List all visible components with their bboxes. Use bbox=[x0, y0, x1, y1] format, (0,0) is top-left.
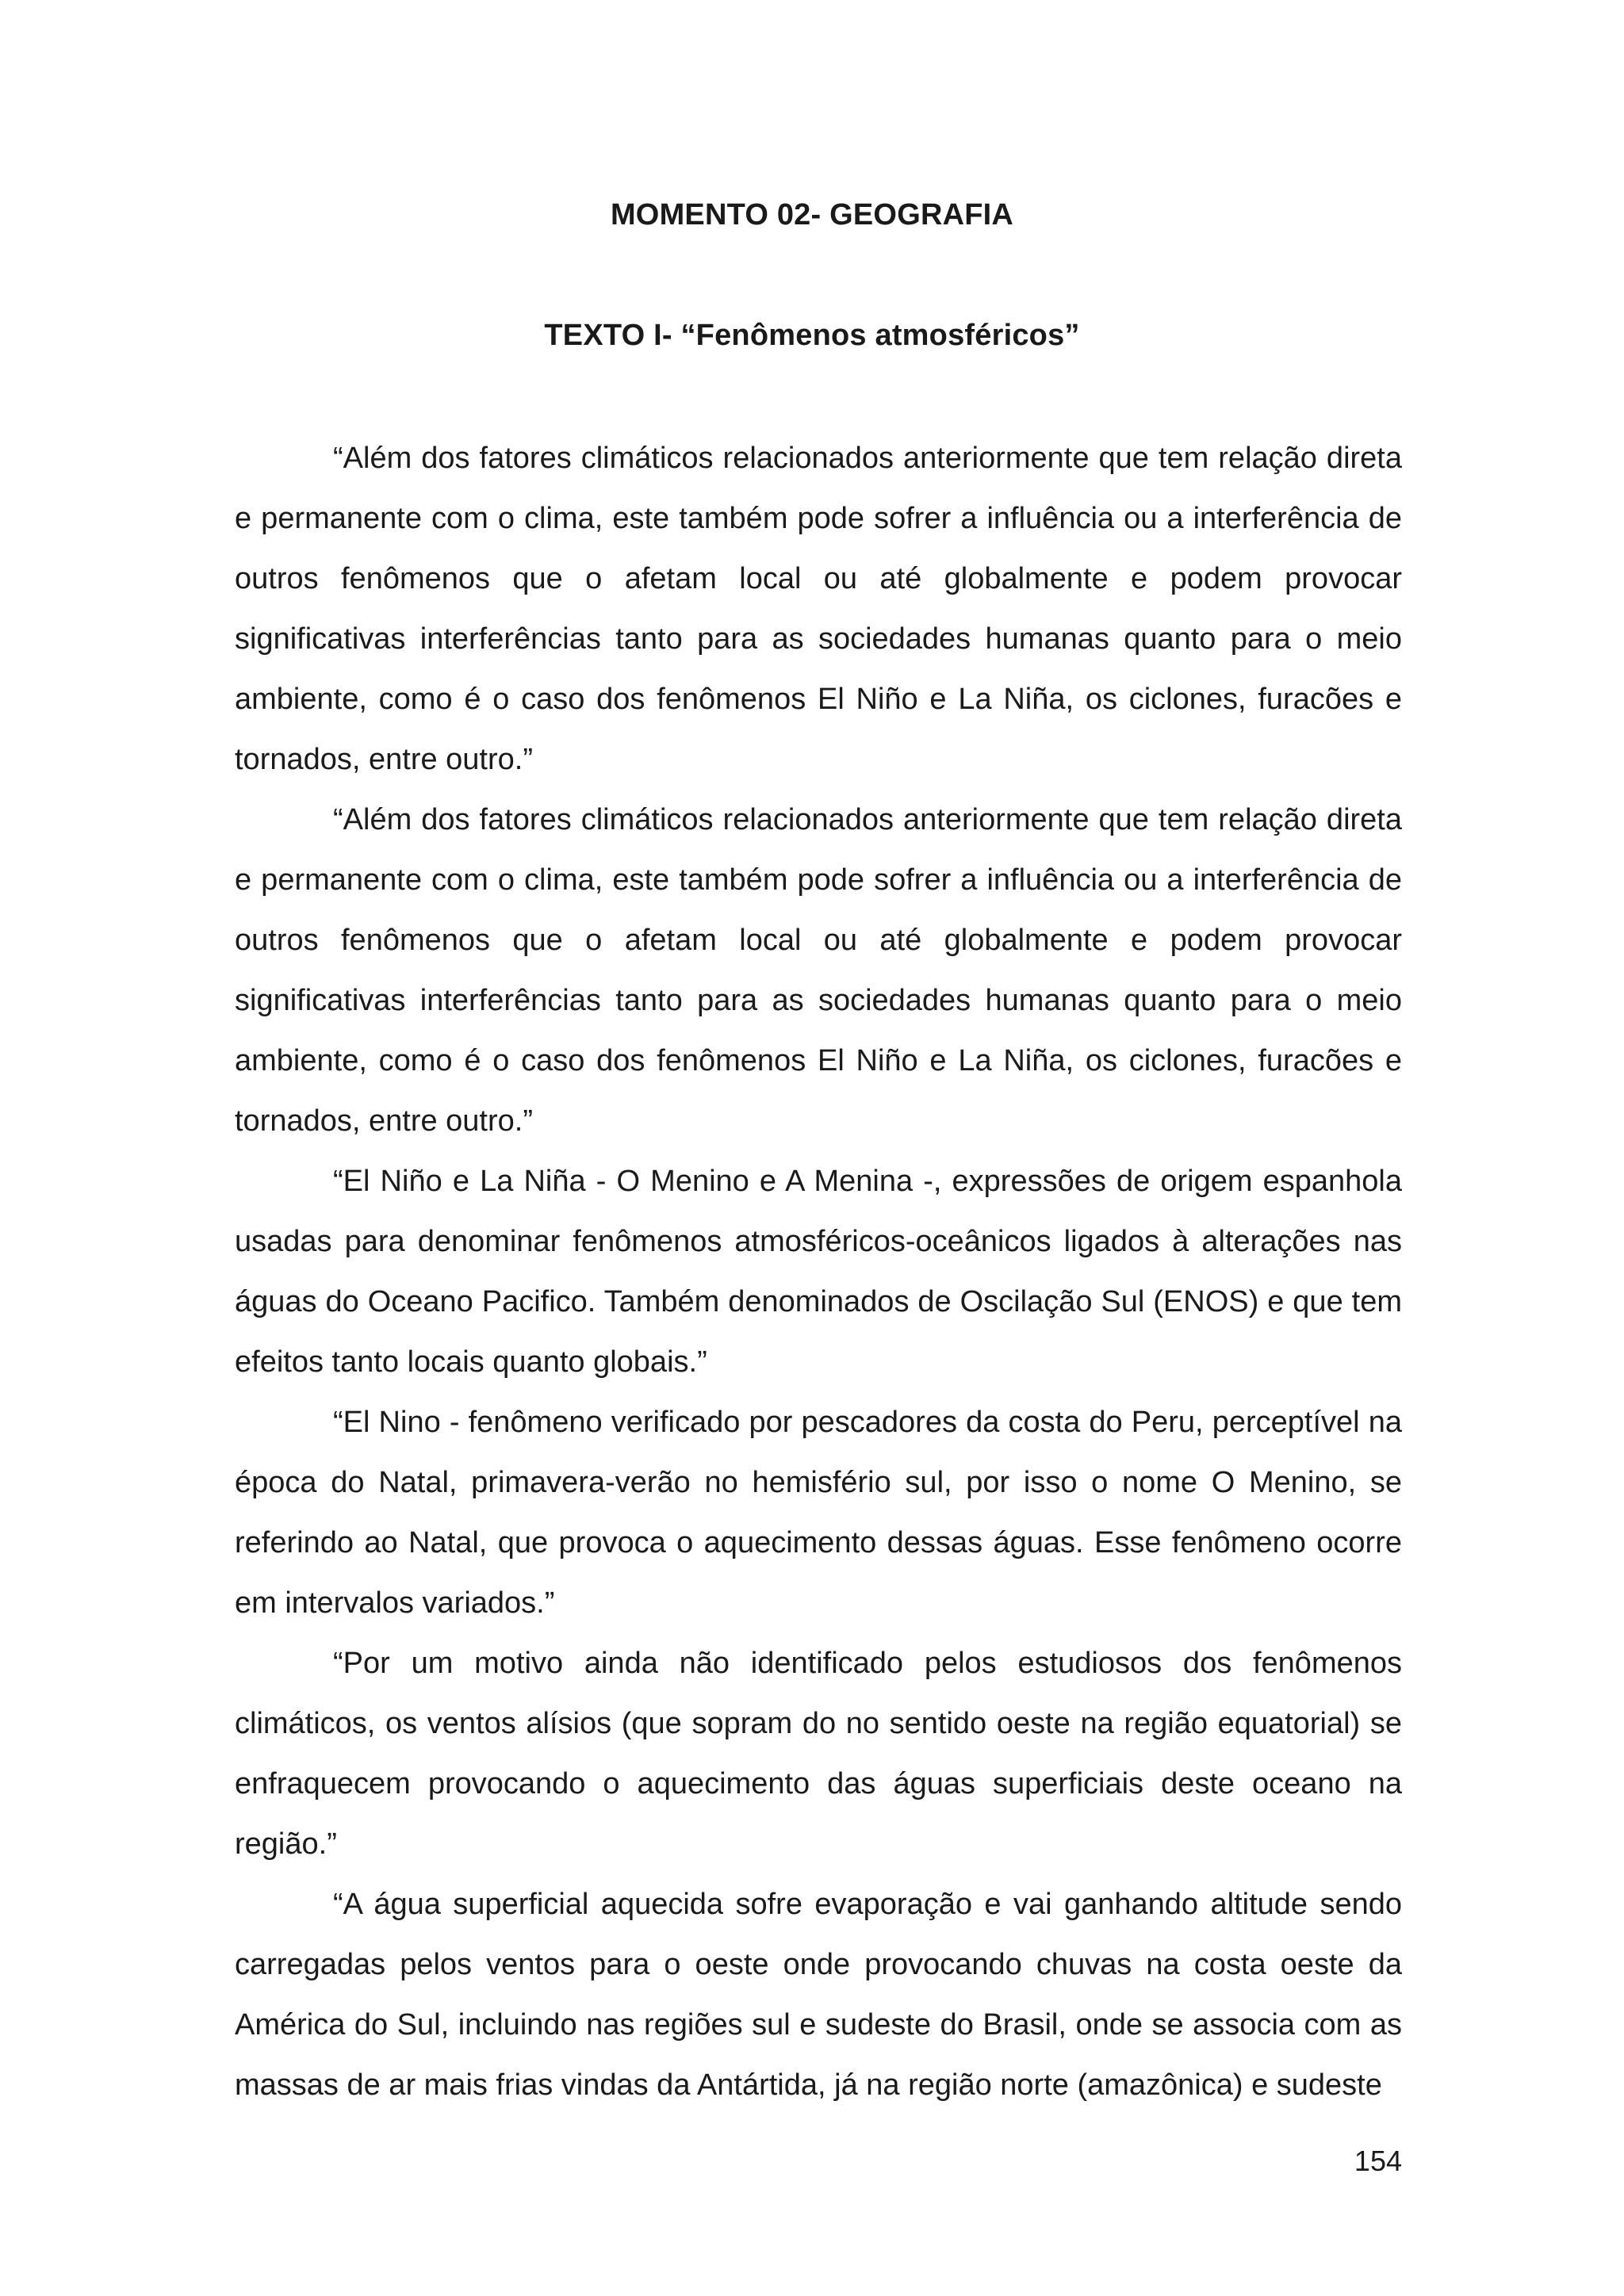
document-subtitle: TEXTO I- “Fenômenos atmosféricos” bbox=[544, 319, 1080, 352]
page-number: 154 bbox=[1354, 2145, 1402, 2177]
paragraph: “Além dos fatores climáticos relacionados anteriormente que tem relação direta e permanente com o clima, este também pode sofrer a influência ou a interferência de outros fenômenos que o afetam local ou até globalmente e podem provocar significativas interferências tanto para as sociedades humanas quanto para o meio ambiente, como é o caso dos fenômenos El Niño e La Niña, os ciclones, furacões e tornados, entre outro.” bbox=[235, 803, 1402, 1138]
paragraph: “Além dos fatores climáticos relacionados anteriormente que tem relação direta e permanente com o clima, este também pode sofrer a influência ou a interferência de outros fenômenos que o afetam local ou até globalmente e podem provocar significativas interferências tanto para as sociedades humanas quanto para o meio ambiente, como é o caso dos fenômenos El Niño e La Niña, os ciclones, furacões e tornados, entre outro.” bbox=[235, 442, 1402, 776]
paragraph: “El Nino - fenômeno verificado por pescadores da costa do Peru, perceptível na época do Natal, primavera-verão no hemisfério sul, por isso o nome O Menino, se referindo ao Natal, que provoca o aquecimento dessas águas. Esse fenômeno ocorre em intervalos variados.” bbox=[235, 1406, 1402, 1620]
paragraph: “Por um motivo ainda não identificado pelos estudiosos dos fenômenos climáticos, os ventos alísios (que sopram do no sentido oeste na região equatorial) se enfraquecem provocando o aquecimento das águas superficiais deste oceano na região.” bbox=[235, 1647, 1402, 1861]
document-title: MOMENTO 02- GEOGRAFIA bbox=[610, 198, 1014, 232]
paragraph: “A água superficial aquecida sofre evaporação e vai ganhando altitude sendo carregadas pelos ventos para o oeste onde provocando chuvas na costa oeste da América do Sul, incluindo nas regiões sul e sudeste do Brasil, onde se associa com as massas de ar mais frias vindas da Antártida, já na região norte (amazônica) e sudeste bbox=[235, 1888, 1402, 2102]
body-text bbox=[235, 428, 1402, 2115]
paragraph: “El Niño e La Niña - O Menino e A Menina -, expressões de origem espanhola usadas para denominar fenômenos atmosféricos-oceânicos ligados à alterações nas águas do Oceano Pacifico. Também denominados de Oscilação Sul (ENOS) e que tem efeitos tanto locais quanto globais.” bbox=[235, 1165, 1402, 1379]
